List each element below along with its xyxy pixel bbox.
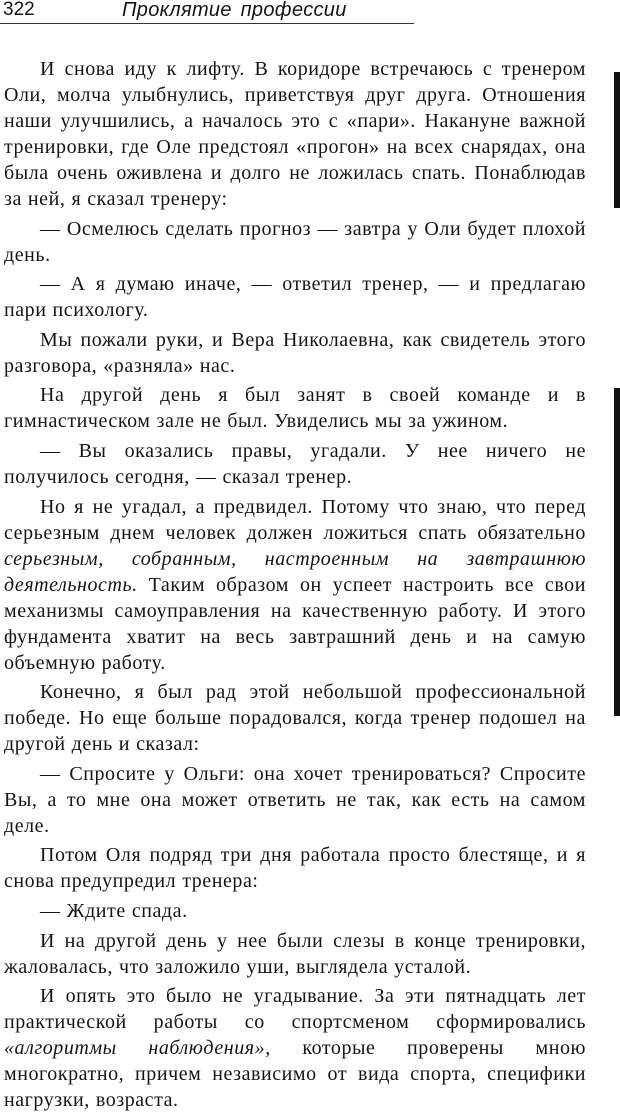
paragraph-text: Таким образом он успеет настроить все свои механизмы самоуправления на качественную работу. И этого фундамента хватит на весь завтрашний день и на самую объемную работу.	[4, 573, 586, 674]
dialogue-line: — Вы оказались правы, угадали. У нее ничего не получилось сегодня, — сказал тренер.	[4, 439, 586, 488]
dialogue-line: — Осмелюсь сделать прогноз — завтра у Оли будет плохой день.	[4, 217, 586, 266]
paragraph-with-emphasis	[4, 494, 586, 676]
paragraph-with-emphasis	[4, 983, 586, 1113]
running-title: Проклятие профессии	[122, 0, 347, 21]
edge-thumb-mark-top	[614, 72, 620, 208]
page-number: 322	[3, 0, 35, 20]
paragraph: Конечно, я был рад этой небольшой профессиональной победе. Но еще больше порадовался, когда тренер подошел на другой день и сказал:	[4, 681, 586, 756]
paragraph-text: И опять это было не угадывание. За эти пятнадцать лет практической работы со спортсменом сформировались	[4, 985, 586, 1034]
body-text	[4, 56, 586, 1117]
paragraph: На другой день я был занят в своей команде и в гимнастическом зале не был. Увиделись мы за ужином.	[4, 384, 586, 433]
dialogue-line: — Ждите спада.	[40, 899, 188, 922]
header-rule	[0, 23, 414, 24]
dialogue-line: — Спросите у Ольги: она хочет тренироваться? Спросите Вы, а то мне она может ответить не так, как есть на самом деле.	[4, 762, 586, 837]
dialogue-line: — А я думаю иначе, — ответил тренер, — и предлагаю пари психологу.	[4, 273, 586, 322]
paragraph-text: Но я не угадал, а предвидел. Потому что знаю, что перед серьезным днем человек должен ложиться спать обязательно	[4, 495, 586, 544]
emphasized-text: «алгоритмы наблюдения»,	[4, 1037, 271, 1060]
paragraph-text: которые проверены мною многократно, причем независимо от вида спорта, специфики нагрузки, возраста.	[4, 1037, 587, 1112]
emphasized-text: серьезным, собранным, настроенным на завтрашнюю деятельность.	[4, 547, 586, 596]
paragraph: И на другой день у нее были слезы в конце тренировки, жаловалась, что заложило уши, выглядела усталой.	[4, 929, 586, 978]
paragraph: Потом Оля подряд три дня работала просто блестяще, и я снова предупредил тренера:	[4, 844, 586, 893]
edge-thumb-mark-bottom	[614, 388, 620, 716]
paragraph: И снова иду к лифту. В коридоре встречаюсь с тренером Оли, молча улыбнулись, приветствуя друг друга. Отношения наши улучшились, а началось это с «пари». Накануне важной тренировки, где Оле предстоял «прогон» на всех снарядах, она была очень оживлена и долго не ложилась спать. Понаблюдав за ней, я сказал тренеру:	[4, 58, 586, 210]
paragraph: Мы пожали руки, и Вера Николаевна, как свидетель этого разговора, «разняла» нас.	[4, 328, 586, 377]
page-header	[0, 0, 420, 24]
